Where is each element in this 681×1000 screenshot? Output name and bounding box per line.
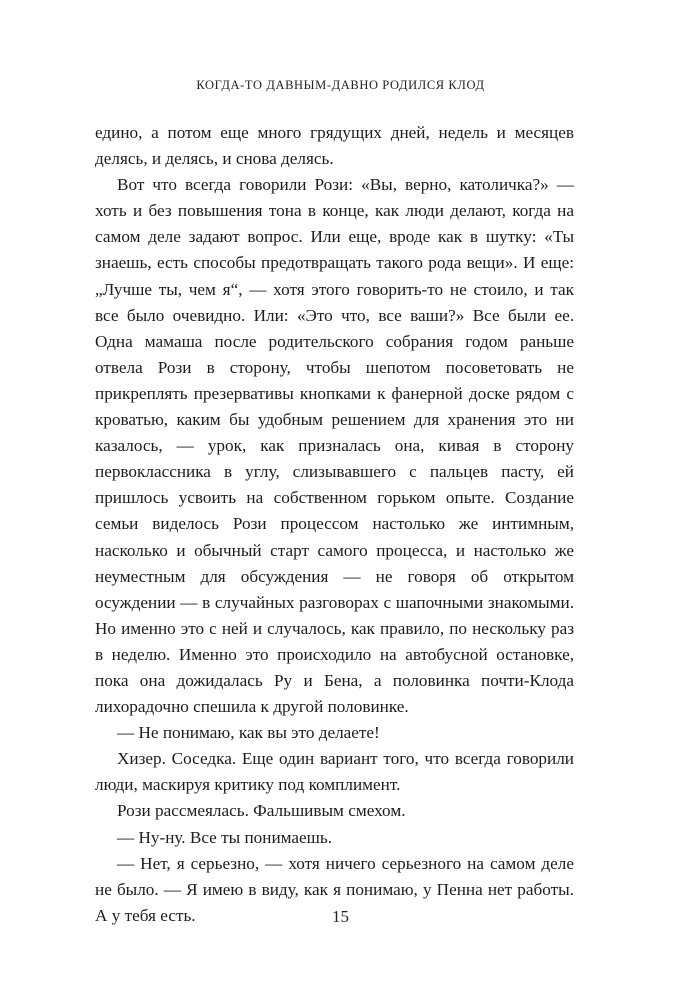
paragraph: — Ну-ну. Все ты понимаешь. [117,827,333,847]
running-header: КОГДА-ТО ДАВНЫМ-ДАВНО РОДИЛСЯ КЛОД [196,78,485,92]
paragraph: — Нет, я серьезно, — хотя ничего серьезного на самом деле не было. — Я имею в виду, как я понимаю, у Пенна нет работы. А у тебя есть. [95,853,574,925]
paragraph: Хизер. Соседка. Еще один вариант того, что всегда говорили люди, маскируя критику под комплимент. [95,749,574,795]
paragraph: едино, а потом еще много грядущих дней, недель и месяцев делясь, и делясь, и снова делясь. [95,123,574,169]
body-text [95,120,574,929]
paragraph: Вот что всегда говорили Рози: «Вы, верно, католичка?» — хоть и без повышения тона в конце, как люди делают, когда на самом деле задают вопрос. Или еще, вроде как в шутку: «Ты знаешь, есть способы предотвращать такого рода вещи». И еще: „Лучше ты, чем я“, — хотя этого говорить-то не стоило, и так все было очевидно. Или: «Это что, все ваши?» Все были ее. Одна мамаша после родительского собрания годом раньше отвела Рози в сторону, чтобы шепотом посоветовать не прикреплять презервативы кнопками к фанерной доске рядом с кроватью, каким бы удобным решением для хранения это ни казалось, — урок, как призналась она, кивая в сторону первоклассника в углу, слизывавшего с пальцев пасту, ей пришлось усвоить на собственном горьком опыте. Создание семьи виделось Рози процессом настолько же интимным, насколько и обычный старт самого процесса, и настолько же неуместным для обсуждения — не говоря об открытом осуждении — в случайных разговорах с шапочными знакомыми. Но именно это с ней и случалось, как правило, по нескольку раз в неделю. Именно это происходило на автобусной остановке, пока она дожидалась Ру и Бена, а половинка почти-Клода лихорадочно спешила к другой половинке. [95,175,574,717]
paragraph: — Не понимаю, как вы это делаете! [117,723,380,743]
paragraph: Рози рассмеялась. Фальшивым смехом. [117,801,406,821]
page-number: 15 [332,907,349,926]
